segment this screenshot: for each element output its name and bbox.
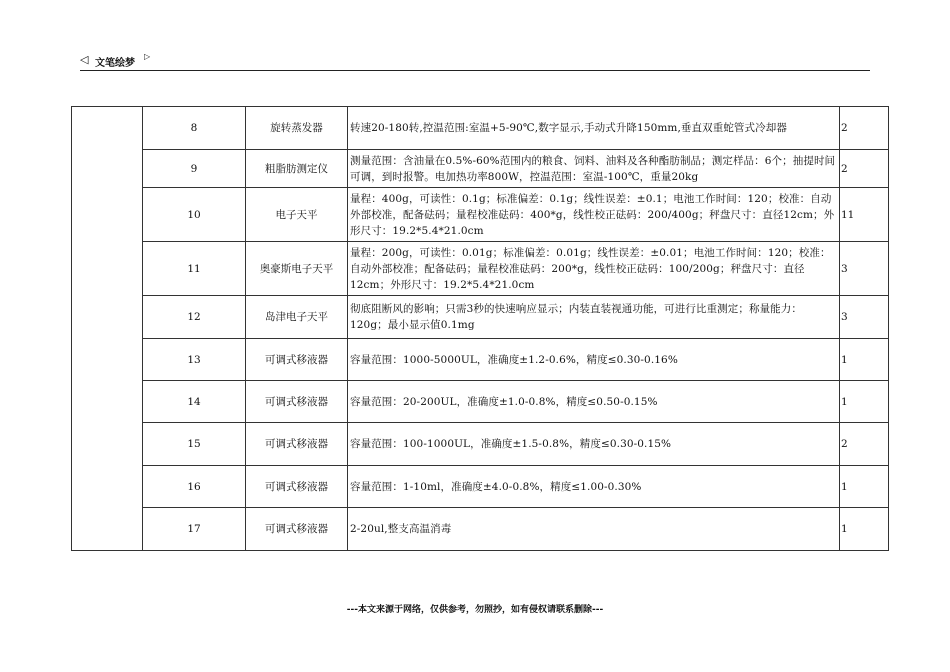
- side-column: [72, 107, 143, 551]
- row-number: 15: [143, 423, 246, 466]
- equipment-qty: 2: [840, 423, 889, 466]
- row-number: 17: [143, 508, 246, 551]
- equipment-spec: 容量范围：20-200UL，准确度±1.0-0.8%，精度≤0.50-0.15%: [348, 381, 840, 423]
- equipment-qty: 1: [840, 381, 889, 423]
- equipment-spec: 量程：400g，可读性：0.1g；标准偏差：0.1g；线性误差：±0.1；电池工作时间：120；校准：自动外部校准，配备砝码；量程校准砝码：400*g，线性校正砝码：200/400g；秤盘尺寸：直径12cm；外形尺寸：19.2*5.4*21.0cm: [348, 188, 840, 242]
- equipment-spec: 容量范围：100-1000UL，准确度±1.5-0.8%，精度≤0.30-0.15%: [348, 423, 840, 466]
- page-header: [80, 52, 870, 71]
- equipment-spec: 彻底阻断风的影响；只需3秒的快速响应显示；内装直装视通功能，可进行比重测定；称量能力：120g；最小显示值0.1mg: [348, 296, 840, 339]
- equipment-name: 可调式移液器: [246, 466, 348, 508]
- row-number: 9: [143, 150, 246, 188]
- equipment-qty: 1: [840, 466, 889, 508]
- row-number: 13: [143, 339, 246, 381]
- equipment-qty: 11: [840, 188, 889, 242]
- table-row: [72, 339, 889, 381]
- equipment-spec: 测量范围：含油量在0.5%-60%范围内的粮食、饲料、油料及各种酯肪制品；测定样品：6个；抽提时间可调，到时报警。电加热功率800W，控温范围：室温-100℃，重量20kg: [348, 150, 840, 188]
- equipment-spec: 容量范围：1000-5000UL，准确度±1.2-0.6%，精度≤0.30-0.16%: [348, 339, 840, 381]
- table-row: [72, 508, 889, 551]
- row-number: 12: [143, 296, 246, 339]
- table-row: [72, 150, 889, 188]
- table-row: [72, 107, 889, 150]
- equipment-qty: 1: [840, 339, 889, 381]
- table-row: [72, 188, 889, 242]
- equipment-name: 旋转蒸发器: [246, 107, 348, 150]
- equipment-name: 可调式移液器: [246, 423, 348, 466]
- equipment-name: 粗脂肪测定仪: [246, 150, 348, 188]
- equipment-name: 可调式移液器: [246, 381, 348, 423]
- equipment-qty: 3: [840, 296, 889, 339]
- equipment-name: 岛津电子天平: [246, 296, 348, 339]
- equipment-spec: 转速20-180转,控温范围:室温+5-90℃,数字显示,手动式升降150mm,垂直双重蛇管式冷却器: [348, 107, 840, 150]
- row-number: 16: [143, 466, 246, 508]
- equipment-name: 奥豪斯电子天平: [246, 242, 348, 296]
- equipment-qty: 2: [840, 150, 889, 188]
- right-triangle-icon: ▷: [144, 52, 151, 61]
- row-number: 14: [143, 381, 246, 423]
- row-number: 11: [143, 242, 246, 296]
- equipment-spec: 量程：200g，可读性：0.01g；标准偏差：0.01g；线性误差：±0.01；电池工作时间：120；校准：自动外部校准；配备砝码；量程校准砝码：200*g，线性校正砝码：100/200g；秤盘尺寸：直径12cm；外形尺寸：19.2*5.4*21.0cm: [348, 242, 840, 296]
- equipment-qty: 1: [840, 508, 889, 551]
- equipment-spec: 2-20ul,整支高温消毒: [348, 508, 840, 551]
- table-row: [72, 423, 889, 466]
- equipment-qty: 3: [840, 242, 889, 296]
- left-triangle-icon: ◁: [80, 53, 89, 66]
- equipment-table: [71, 106, 889, 551]
- page-footer: ---本文来源于网络，仅供参考，勿照抄，如有侵权请联系删除---: [346, 605, 604, 615]
- row-number: 8: [143, 107, 246, 150]
- equipment-name: 可调式移液器: [246, 508, 348, 551]
- row-number: 10: [143, 188, 246, 242]
- equipment-name: 可调式移液器: [246, 339, 348, 381]
- table-row: [72, 466, 889, 508]
- header-brand: 文笔绘梦: [95, 58, 135, 69]
- equipment-name: 电子天平: [246, 188, 348, 242]
- equipment-qty: 2: [840, 107, 889, 150]
- equipment-spec: 容量范围：1-10ml，准确度±4.0-0.8%，精度≤1.00-0.30%: [348, 466, 840, 508]
- table-row: [72, 381, 889, 423]
- table-row: [72, 242, 889, 296]
- table-row: [72, 296, 889, 339]
